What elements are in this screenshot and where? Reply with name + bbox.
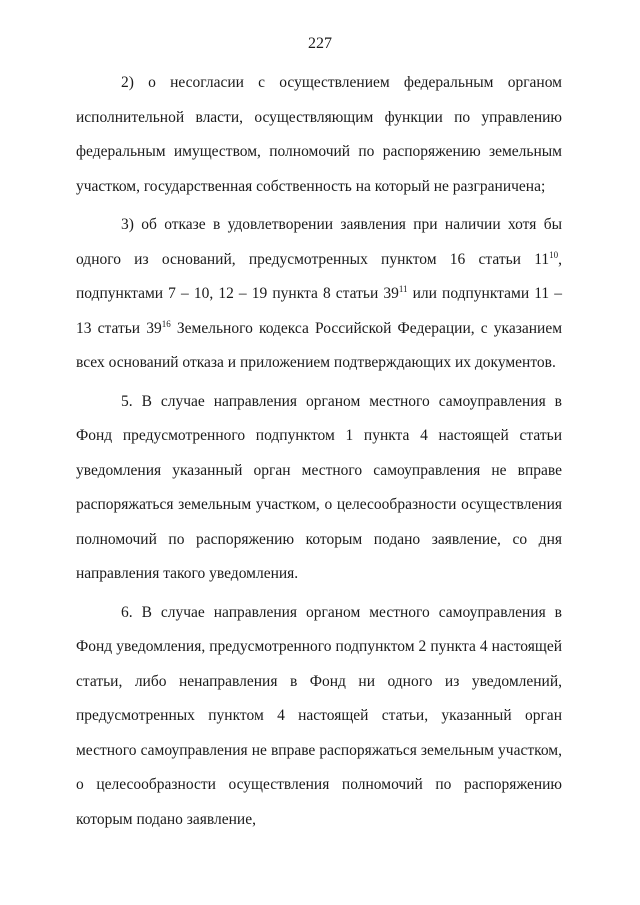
superscript: 10 — [549, 249, 559, 260]
text-run: или подпунктами 11 – 13 статьи 39 — [76, 285, 562, 337]
paragraph-subitem-2: 2) о несогласии с осуществлением федеральным органом исполнительной власти, осуществляющим функции по управлению федеральным имуществом, полномочий по распоряжению земельным участком, государственная собственность на который не разграничена; — [76, 74, 562, 195]
paragraph-item-6: 6. В случае направления органом местного самоуправления в Фонд уведомления, предусмотренного подпунктом 2 пункта 4 настоящей статьи, либо ненаправления в Фонд ни одного из уведомлений, предусмотренных пунктом 4 настоящей статьи, указанный орган местного самоуправления не вправе распоряжаться земельным участком, о целесообразности осуществления полномочий по распоряжению которым подано заявление, — [76, 603, 562, 828]
text-run: Земельного кодекса Российской Федерации, с указанием всех оснований отказа и приложением подтверждающих их документов. — [76, 319, 563, 371]
paragraph-subitem-3 — [76, 208, 562, 381]
page-number: 227 — [308, 35, 332, 52]
superscript: 16 — [161, 318, 171, 329]
text-run: , подпунктами 7 – 10, 12 – 19 пункта 8 статьи 39 — [76, 250, 562, 302]
text-run: 3) об отказе в удовлетворении заявления при наличии хотя бы одного из оснований, предусмотренных пунктом 16 статьи 11 — [76, 216, 562, 268]
paragraph-item-5: 5. В случае направления органом местного самоуправления в Фонд предусмотренного подпунктом 1 пункта 4 настоящей статьи уведомления указанный орган местного самоуправления не вправе распоряжаться земельным участком, о целесообразности осуществления полномочий по распоряжению которым подано заявление, со дня направления такого уведомления. — [76, 392, 562, 582]
superscript: 11 — [398, 284, 408, 294]
document-body — [76, 66, 562, 841]
